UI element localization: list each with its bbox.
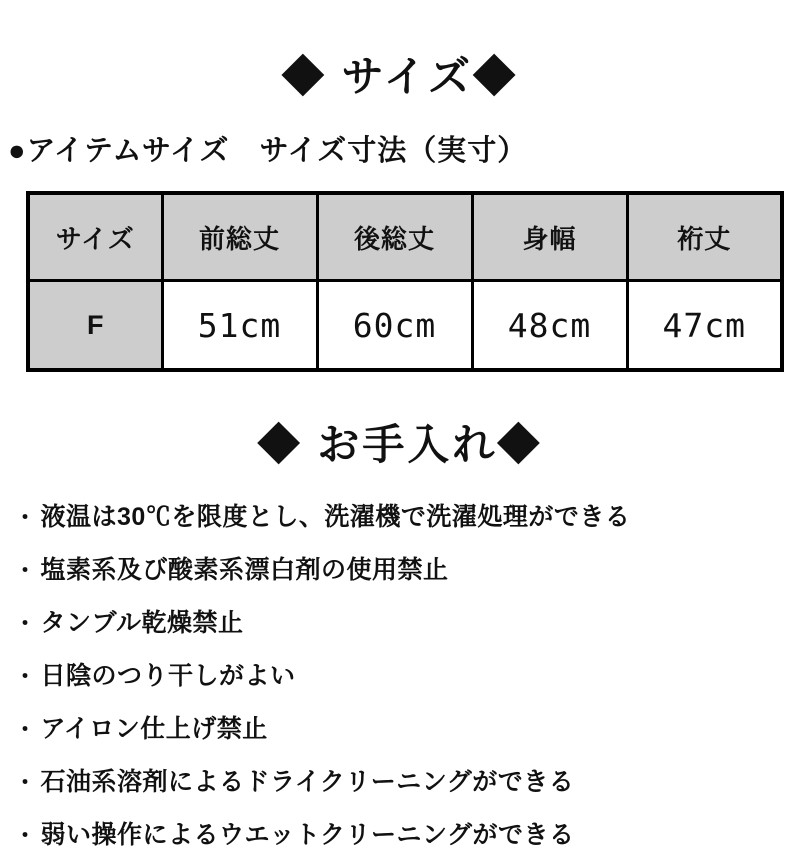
care-item-text: 液温は30℃を限度とし、洗濯機で洗濯処理ができる bbox=[40, 502, 631, 531]
header-cell-size: サイズ bbox=[28, 193, 162, 280]
care-item-tumble-dry bbox=[14, 603, 800, 639]
cell-body-width: 48cm bbox=[472, 280, 627, 370]
care-item-text: アイロン仕上げ禁止 bbox=[40, 714, 268, 743]
header-cell-back-length: 後総丈 bbox=[317, 193, 472, 280]
size-section-subtitle: ●アイテムサイズ サイズ寸法（実寸） bbox=[8, 135, 528, 168]
cell-sleeve-length: 47cm bbox=[627, 280, 782, 370]
cell-back-length: 60cm bbox=[317, 280, 472, 370]
care-item-text: 弱い操作によるウエットクリーニングができる bbox=[40, 820, 575, 849]
size-table-data-row bbox=[28, 280, 782, 370]
bullet-icon: ・ bbox=[14, 822, 37, 848]
care-item-drying bbox=[14, 656, 800, 692]
bullet-icon: ・ bbox=[14, 610, 37, 636]
header-cell-front-length: 前総丈 bbox=[162, 193, 317, 280]
care-item-dry-cleaning bbox=[14, 762, 800, 798]
care-item-text: タンブル乾燥禁止 bbox=[40, 608, 244, 637]
header-cell-body-width: 身幅 bbox=[472, 193, 627, 280]
care-instructions-list bbox=[14, 497, 800, 851]
care-item-ironing bbox=[14, 709, 800, 745]
cell-front-length: 51cm bbox=[162, 280, 317, 370]
size-table-header-row bbox=[28, 193, 782, 280]
bullet-icon: ・ bbox=[14, 504, 37, 530]
cell-size-label: F bbox=[28, 280, 162, 370]
care-item-text: 日陰のつり干しがよい bbox=[40, 661, 296, 690]
bullet-icon: ・ bbox=[14, 557, 37, 583]
bullet-icon: ・ bbox=[14, 716, 37, 742]
care-item-text: 塩素系及び酸素系漂白剤の使用禁止 bbox=[40, 555, 449, 584]
care-item-bleach bbox=[14, 550, 800, 586]
care-item-text: 石油系溶剤によるドライクリーニングができる bbox=[40, 767, 575, 796]
care-section-title: ◆ お手入れ◆ bbox=[257, 421, 543, 469]
size-section-title: ◆ サイズ◆ bbox=[281, 53, 519, 101]
bullet-icon: ・ bbox=[14, 769, 37, 795]
care-item-wet-cleaning bbox=[14, 815, 800, 851]
size-table bbox=[26, 191, 784, 372]
bullet-icon: ・ bbox=[14, 663, 37, 689]
care-item-washing bbox=[14, 497, 800, 533]
header-cell-sleeve-length: 裄丈 bbox=[627, 193, 782, 280]
